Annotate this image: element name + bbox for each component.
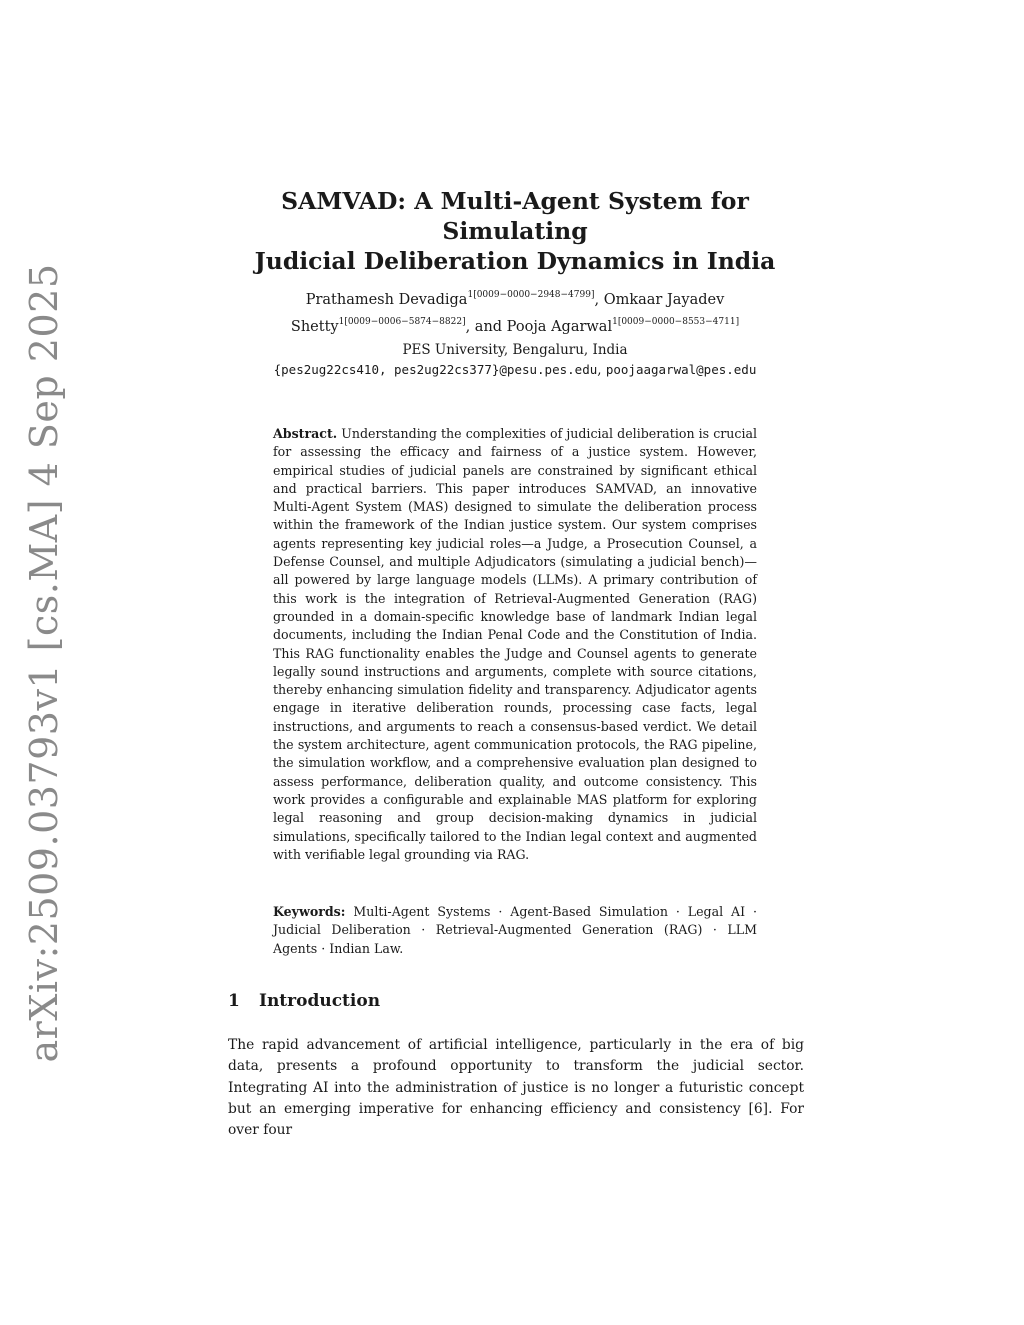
email-group: {pes2ug22cs410, pes2ug22cs377} [273, 362, 500, 377]
author-orcid: 1[0009−0006−5874−8822] [338, 317, 466, 327]
abstract-label: Abstract. [273, 426, 338, 441]
section-number: 1 [228, 991, 240, 1011]
title-line-1: SAMVAD: A Multi-Agent System for Simulating [281, 187, 749, 245]
author-orcid: 1[0009−0000−2948−4799] [467, 290, 595, 300]
section-heading [228, 991, 380, 1011]
author-orcid: 1[0009−0000−8553−4711] [612, 317, 740, 327]
author-name: Omkaar Jayadev [603, 292, 725, 308]
author-line-2 [200, 311, 830, 338]
affiliation [200, 341, 830, 380]
keywords [273, 903, 757, 958]
author-name: , and Pooja Agarwal [465, 319, 613, 335]
paper-title [210, 186, 820, 276]
email-single: poojaagarwal@pes.edu [605, 362, 757, 377]
keywords-label: Keywords: [273, 904, 346, 919]
author-list [200, 284, 830, 338]
author-name: Prathamesh Devadiga [305, 292, 468, 308]
abstract [273, 425, 757, 864]
abstract-text: Understanding the complexities of judicial deliberation is crucial for assessing the efficacy and fairness of a justice system. However, empirical studies of judicial panels are constrained by significant ethical and practical barriers. This paper introduces SAMVAD, an innovative Multi-Agent System (MAS) designed to simulate the deliberation process within the framework of the Indian justice system. Our system comprises agents representing key judicial roles—a Judge, a Prosecution Counsel, a Defense Counsel, and multiple Adjudicators (simulating a judicial bench)—all powered by large language models (LLMs). A primary contribution of this work is the integration of Retrieval-Augmented Generation (RAG) grounded in a domain-specific knowledge base of landmark Indian legal documents, including the Indian Penal Code and the Constitution of India. This RAG functionality enables the Judge and Counsel agents to generate legally sound instructions and arguments, complete with source citations, thereby enhancing simulation fidelity and transparency. Adjudicator agents engage in iterative deliberation rounds, processing case facts, legal instructions, and arguments to reach a consensus-based verdict. We detail the system architecture, agent communication protocols, the RAG pipeline, the simulation workflow, and a comprehensive evaluation plan designed to assess performance, deliberation quality, and outcome consistency. This work provides a configurable and explainable MAS platform for exploring legal reasoning and group decision-making dynamics in judicial simulations, specifically tailored to the Indian legal context and augmented with verifiable legal grounding via RAG. [273, 426, 758, 862]
title-line-2: Judicial Deliberation Dynamics in India [254, 247, 776, 275]
author-name: Shetty [290, 319, 339, 335]
institution: PES University, Bengaluru, India [402, 342, 628, 358]
section-title: Introduction [259, 991, 381, 1011]
author-emails: {pes2ug22cs410, pes2ug22cs377}@pesu.pes.edu, poojaagarwal@pes.edu [273, 362, 757, 378]
arxiv-identifier: arXiv:2509.03793v1 [cs.MA] 4 Sep 2025 [22, 263, 66, 1063]
keywords-text: Multi-Agent Systems · Agent-Based Simulation · Legal AI · Judicial Deliberation · Retrieval-Augmented Generation (RAG) · LLM Agents · Indian Law. [273, 904, 757, 956]
email-domain: @pesu.pes.edu [499, 362, 598, 377]
intro-paragraph: The rapid advancement of artificial intelligence, particularly in the era of big data, presents a profound opportunity to transform the judicial sector. Integrating AI into the administration of justice is no longer a futuristic concept but an emerging imperative for enhancing efficiency and consistency [6]. For over four [228, 1037, 804, 1139]
author-line-1: Prathamesh Devadiga$^{1[0009-0000-2948-4799]}$, Omkaar Jayadev [305, 290, 725, 308]
